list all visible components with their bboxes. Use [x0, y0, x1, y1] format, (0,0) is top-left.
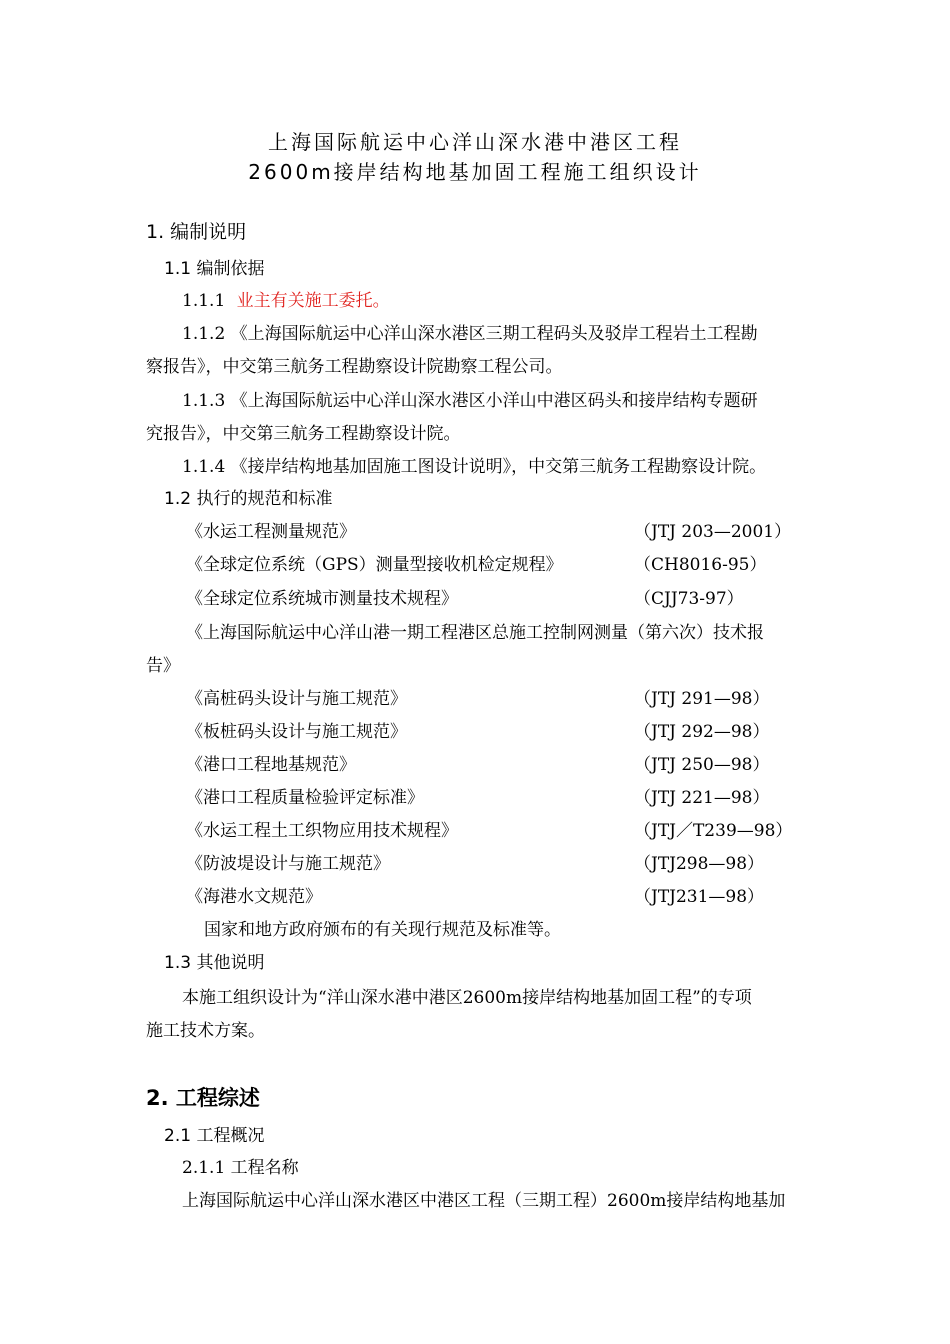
standard-name: 《板桩码头设计与施工规范》: [186, 722, 407, 742]
item-1-1-1: [182, 290, 390, 312]
doc-title-line2: 2600m接岸结构地基加固工程施工组织设计: [248, 160, 702, 184]
section-1-3-heading: 1.3 其他说明: [164, 953, 265, 973]
standard-name: 《海港水文规范》: [186, 887, 322, 907]
item-1-1-3-line2: 究报告》，中交第三航务工程勘察设计院。: [146, 424, 461, 444]
standard-name: 《港口工程质量检验评定标准》: [186, 788, 424, 808]
standard-code: （JTJ 291—98）: [634, 689, 770, 709]
item-2-1-1-heading: 2.1.1 工程名称: [182, 1158, 299, 1178]
standard-code: （JTJ 250—98）: [634, 755, 770, 775]
section-2-1-heading: 2.1 工程概况: [164, 1126, 265, 1146]
section-1-3-line1: 本施工组织设计为“洋山深水港中港区2600m接岸结构地基加固工程”的专项: [182, 988, 752, 1008]
item-1-1-1-text: 业主有关施工委托。: [236, 291, 390, 311]
long-standard-line1: 《上海国际航运中心洋山港一期工程港区总施工控制网测量（第六次）技术报: [186, 623, 764, 643]
item-1-1-4: 1.1.4 《接岸结构地基加固施工图设计说明》，中交第三航务工程勘察设计院。: [182, 457, 767, 477]
section-1-heading: 1. 编制说明: [146, 221, 247, 243]
item-1-1-2-line1: 1.1.2 《上海国际航运中心洋山深水港区三期工程码头及驳岸工程岩土工程勘: [182, 324, 758, 344]
standard-name: 《全球定位系统（GPS）测量型接收机检定规程》: [186, 555, 563, 575]
item-1-1-2-line2: 察报告》，中交第三航务工程勘察设计院勘察工程公司。: [146, 357, 563, 377]
item-1-1-1-num: 1.1.1: [182, 291, 226, 311]
standard-name: 《防波堤设计与施工规范》: [186, 854, 390, 874]
standard-code: （JTJ／T239—98）: [634, 821, 793, 841]
section-1-3-line2: 施工技术方案。: [146, 1021, 265, 1041]
national-standards-note: 国家和地方政府颁布的有关现行规范及标准等。: [204, 920, 561, 940]
item-1-1-3-line1: 1.1.3 《上海国际航运中心洋山深水港区小洋山中港区码头和接岸结构专题研: [182, 391, 758, 411]
standard-code: （CH8016-95）: [634, 555, 767, 575]
section-2-heading: 2. 工程综述: [146, 1086, 260, 1110]
standard-name: 《高桩码头设计与施工规范》: [186, 689, 407, 709]
standard-code: （JTJ 292—98）: [634, 722, 770, 742]
standard-name: 《水运工程土工织物应用技术规程》: [186, 821, 458, 841]
standard-code: （JTJ 203—2001）: [634, 522, 792, 542]
standard-name: 《全球定位系统城市测量技术规程》: [186, 589, 458, 609]
item-2-1-1-line1: 上海国际航运中心洋山深水港区中港区工程（三期工程）2600m接岸结构地基加: [182, 1191, 786, 1211]
standard-code: （JTJ 221—98）: [634, 788, 770, 808]
standard-code: （JTJ231—98）: [634, 887, 765, 907]
standard-name: 《港口工程地基规范》: [186, 755, 356, 775]
section-1-1-heading: 1.1 编制依据: [164, 259, 265, 279]
standard-code: （CJJ73-97）: [634, 589, 744, 609]
doc-title-line1: 上海国际航运中心洋山深水港中港区工程: [268, 130, 682, 154]
standard-code: （JTJ298—98）: [634, 854, 765, 874]
section-1-2-heading: 1.2 执行的规范和标准: [164, 489, 333, 509]
long-standard-line2: 告》: [146, 656, 180, 676]
standard-name: 《水运工程测量规范》: [186, 522, 356, 542]
